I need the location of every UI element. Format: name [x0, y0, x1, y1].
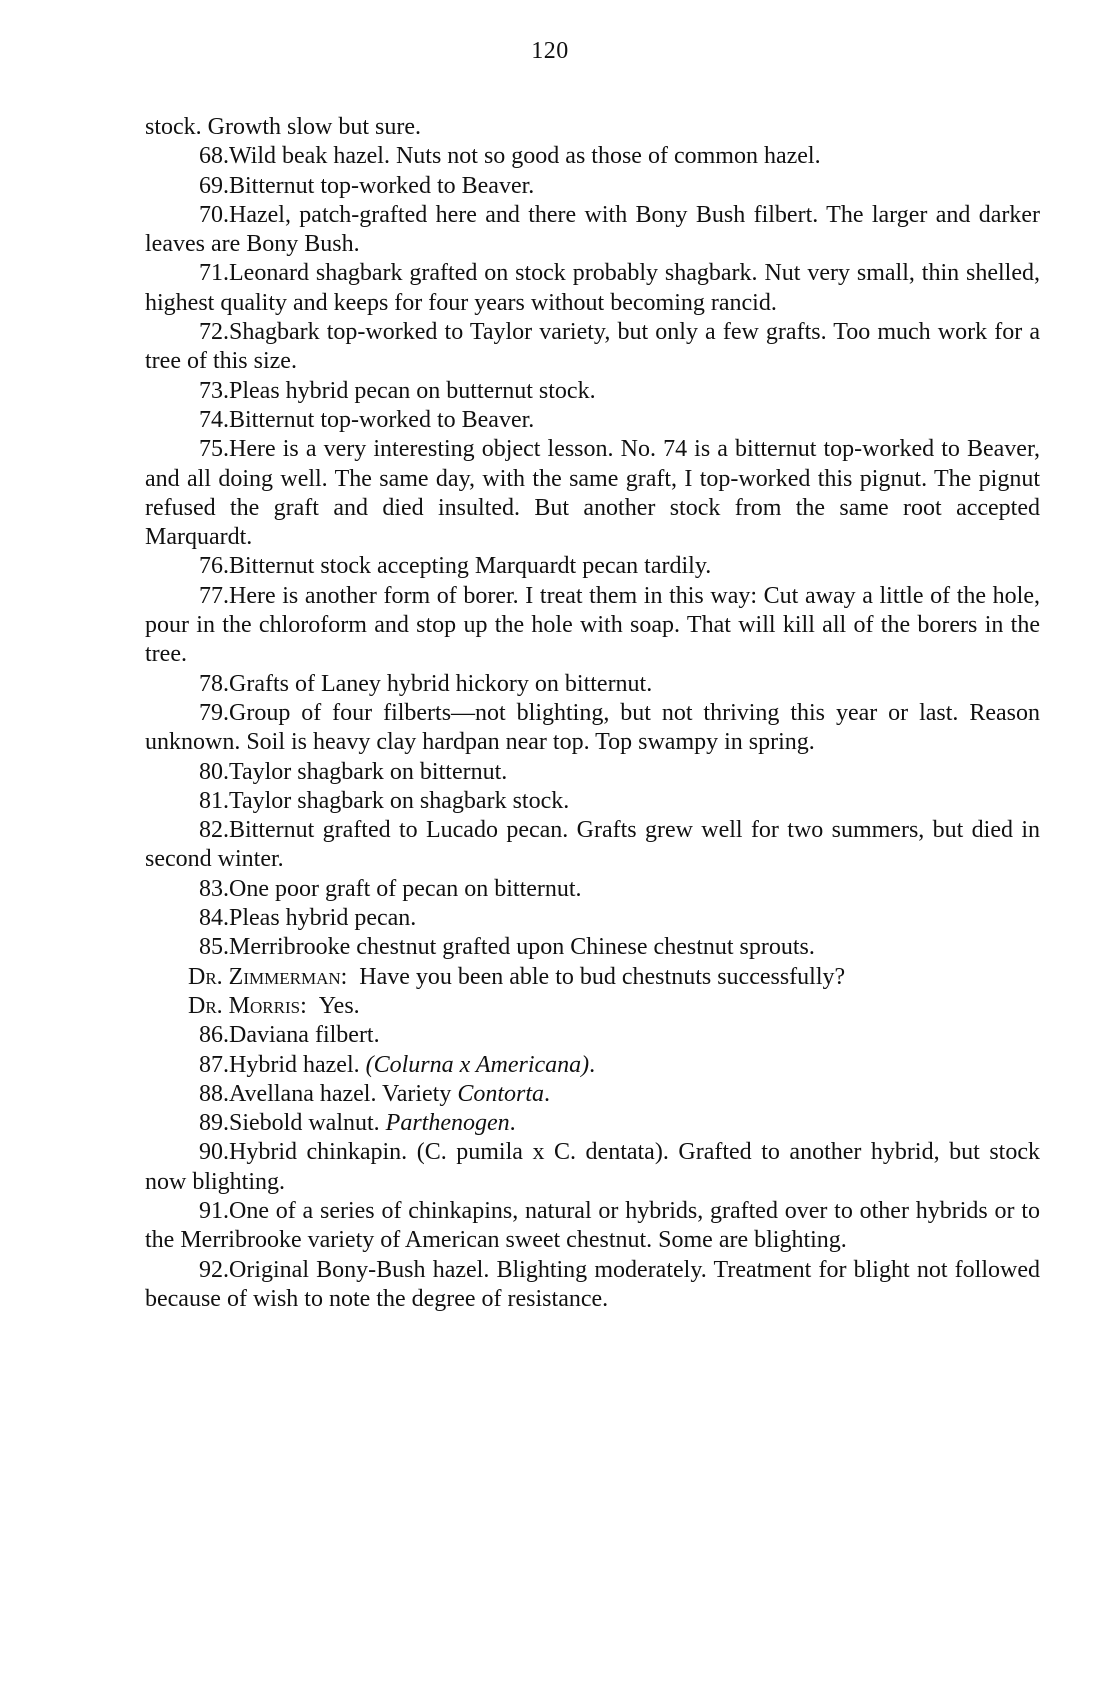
dialogue-line [145, 963, 1040, 992]
item-text: Bitternut grafted to Lucado pecan. Grafts grew well for two summers, but died in second winter. [145, 817, 1040, 873]
list-item [145, 1051, 1040, 1080]
item-number: 76. [199, 553, 229, 580]
list-item [145, 1256, 1040, 1315]
item-text: Shagbark top-worked to Taylor variety, but only a few grafts. Too much work for a tree of this size. [145, 319, 1040, 375]
item-text: Avellana hazel. Variety [229, 1080, 452, 1107]
item-text: Taylor shagbark on shagbark stock. [229, 787, 570, 814]
list-item [145, 172, 1040, 201]
item-number: 81. [199, 787, 229, 814]
list-item [145, 318, 1040, 377]
list-item [145, 670, 1040, 699]
item-number: 90. [199, 1139, 229, 1166]
list-item [145, 201, 1040, 260]
item-number: 86. [199, 1022, 229, 1049]
item-number: 73. [199, 377, 229, 404]
item-text: Leonard shagbark grafted on stock probably shagbark. Nut very small, thin shelled, highest quality and keeps for four years without becoming rancid. [145, 260, 1040, 316]
list-item [145, 1138, 1040, 1197]
list-item [145, 787, 1040, 816]
list-item [145, 1109, 1040, 1138]
list-item [145, 377, 1040, 406]
item-text-italic: Contorta [457, 1080, 545, 1107]
speaker-name: Dr. Morris: [188, 992, 307, 1019]
list-item [145, 582, 1040, 670]
page-number: 120 [531, 38, 569, 64]
dialogue-line [145, 992, 1040, 1021]
list-item [145, 875, 1040, 904]
speech-text: Yes. [318, 992, 360, 1019]
list-item [145, 552, 1040, 581]
item-number: 68. [199, 143, 229, 170]
item-number: 77. [199, 582, 229, 609]
item-text: Wild beak hazel. Nuts not so good as those of common hazel. [229, 143, 821, 170]
speaker-name: Dr. Zimmerman: [188, 963, 348, 990]
item-text-italic: Parthenogen [385, 1110, 510, 1137]
list-item [145, 816, 1040, 875]
item-text: Grafts of Laney hybrid hickory on bitternut. [229, 670, 653, 697]
list-item [145, 1080, 1040, 1109]
item-number: 89. [199, 1110, 229, 1137]
item-text: One poor graft of pecan on bitternut. [229, 875, 582, 902]
speech-text: Have you been able to bud chestnuts successfully? [359, 963, 846, 990]
item-number: 71. [199, 260, 229, 287]
list-item [145, 406, 1040, 435]
item-text-tail: . [589, 1051, 596, 1078]
item-text: Merribrooke chestnut grafted upon Chinese chestnut sprouts. [229, 934, 815, 961]
continuation-paragraph: stock. Growth slow but sure. [145, 114, 421, 140]
item-text: Pleas hybrid pecan on butternut stock. [229, 377, 596, 404]
item-number: 79. [199, 699, 229, 726]
item-text: Bitternut top-worked to Beaver. [229, 406, 535, 433]
item-number: 83. [199, 875, 229, 902]
list-item [145, 758, 1040, 787]
item-text-tail: . [509, 1110, 516, 1137]
item-number: 84. [199, 905, 229, 932]
item-number: 75. [199, 436, 229, 463]
item-number: 78. [199, 670, 229, 697]
item-text: Bitternut stock accepting Marquardt pecan tardily. [229, 553, 712, 580]
item-text-tail: . [544, 1080, 551, 1107]
list-item [145, 904, 1040, 933]
list-item [145, 1197, 1040, 1256]
item-number: 92. [199, 1256, 229, 1283]
item-text: Here is a very interesting object lesson. No. 74 is a bitternut top-worked to Beaver, and all doing well. The same day, with the same graft, I top-worked this pignut. The pignut refused the graft and died insulted. But another stock from the same root accepted Marquardt. [145, 436, 1040, 551]
item-text-italic: (Colurna x Americana) [365, 1051, 590, 1078]
item-number: 70. [199, 201, 229, 228]
list-item [145, 933, 1040, 962]
item-number: 91. [199, 1197, 229, 1224]
item-text: Hybrid hazel. [229, 1051, 360, 1078]
item-number: 72. [199, 319, 229, 346]
list-item [145, 699, 1040, 758]
item-number: 82. [199, 817, 229, 844]
item-text: Hazel, patch-grafted here and there with Bony Bush filbert. The larger and darker leaves are Bony Bush. [145, 201, 1040, 258]
list-item [145, 142, 1040, 171]
item-number: 85. [199, 934, 229, 961]
item-text: Daviana filbert. [229, 1022, 380, 1049]
list-item [145, 1021, 1040, 1050]
item-number: 74. [199, 406, 229, 433]
list-item [145, 435, 1040, 552]
item-text: Siebold walnut. [229, 1110, 380, 1137]
item-text: Here is another form of borer. I treat them in this way: Cut away a little of the hole, pour in the chloroform and stop up the hole with soap. That will kill all of the borers in the tree. [145, 582, 1040, 668]
item-number: 88. [199, 1080, 229, 1107]
item-text: Taylor shagbark on bitternut. [229, 758, 508, 785]
item-text: Pleas hybrid pecan. [229, 905, 417, 932]
item-number: 80. [199, 758, 229, 785]
item-number: 87. [199, 1051, 229, 1078]
item-text: Original Bony-Bush hazel. Blighting moderately. Treatment for blight not followed because of wish to note the degree of resistance. [145, 1256, 1040, 1312]
item-text: Hybrid chinkapin. (C. pumila x C. dentata). Grafted to another hybrid, but stock now blighting. [145, 1139, 1040, 1195]
body-text [145, 113, 1040, 1314]
item-number: 69. [199, 172, 229, 199]
item-text: Bitternut top-worked to Beaver. [229, 172, 535, 199]
item-text: One of a series of chinkapins, natural or hybrids, grafted over to other hybrids or to the Merribrooke variety of American sweet chestnut. Some are blighting. [145, 1197, 1040, 1254]
list-item [145, 259, 1040, 318]
item-text: Group of four filberts—not blighting, but not thriving this year or last. Reason unknown. Soil is heavy clay hardpan near top. Top swampy in spring. [145, 699, 1040, 756]
